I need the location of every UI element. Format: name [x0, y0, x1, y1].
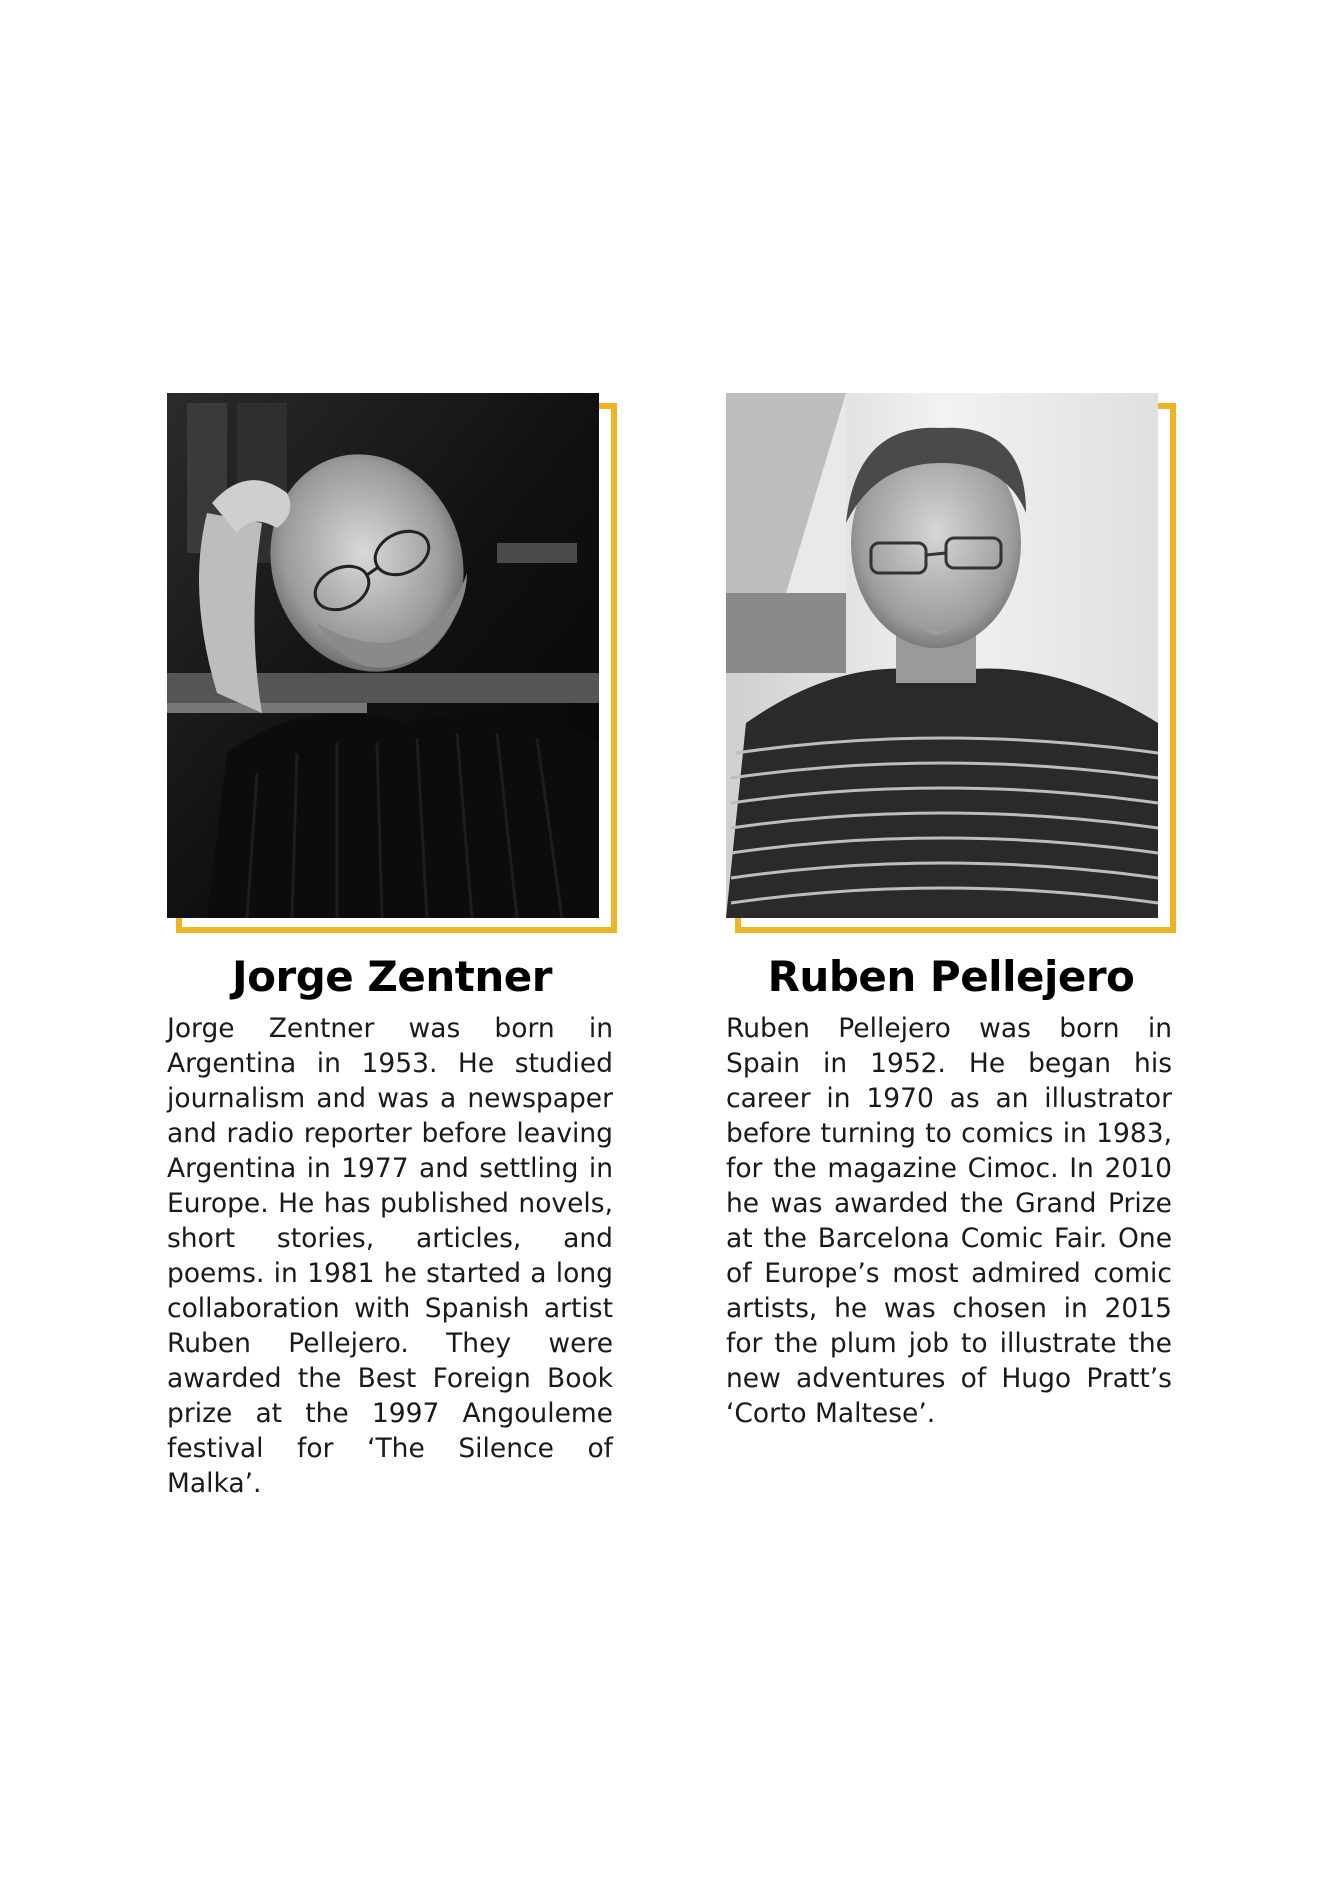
author-bio-text: Jorge Zentner was born in Argentina in 1953. He studied journalism and was a newspaper and radio reporter before leaving Argentina in 1977 and settling in Europe. He has published novels, short stories, articles, and poems. in 1981 he started a long collaboration with Spanish artist Ruben Pellejero. They were awarded the Best Foreign Book prize at the 1997 Angouleme festival for ‘The Silence of Malka’. — [167, 1013, 613, 1499]
author-bio-text: Ruben Pellejero was born in Spain in 1952. He began his career in 1970 as an illustrator before turning to comics in 1983, for the magazine Cimoc. In 2010 he was awarded the Grand Prize at the Barcelona Comic Fair. One of Europe’s most admired comic artists, he was chosen in 2015 for the plum job to illustrate the new adventures of Hugo Pratt’s ‘Corto Maltese’. — [726, 1013, 1172, 1429]
author-name: Jorge Zentner — [232, 952, 552, 1001]
author-bio-ruben-pellejero — [726, 393, 1176, 1458]
author-bio-jorge-zentner — [167, 393, 617, 1528]
author-photo-jorge-zentner — [167, 393, 599, 918]
author-photo-container — [726, 393, 1176, 933]
author-photo-container — [167, 393, 617, 933]
author-photo-ruben-pellejero — [726, 393, 1158, 918]
author-name: Ruben Pellejero — [767, 952, 1135, 1001]
